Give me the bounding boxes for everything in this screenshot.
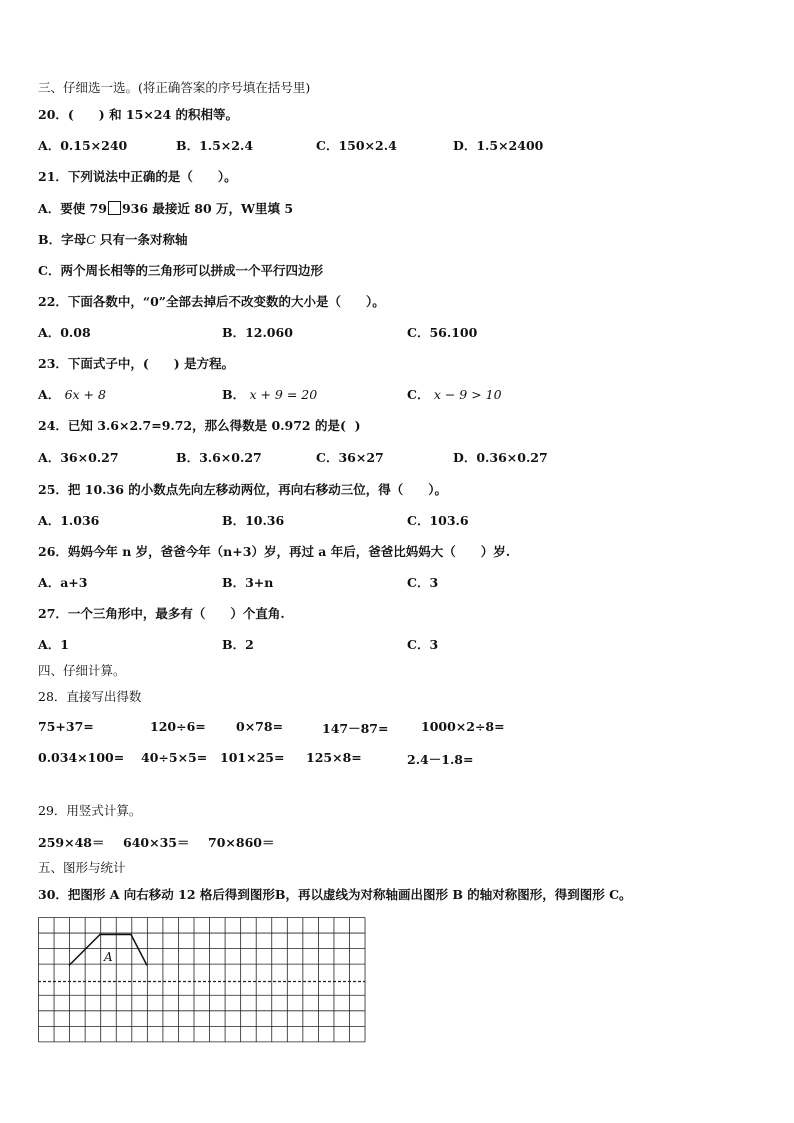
q27-stem: 27．一个三角形中，最多有（ ）个直角.: [38, 606, 285, 621]
section-5-heading: 五、图形与统计: [38, 860, 126, 875]
q22-stem: 22．下面各数中，“0”全部去掉后不改变数的大小是（ ）。: [38, 294, 385, 309]
q23-stem: 23．下面式子中，( ) 是方程。: [38, 356, 235, 371]
calc-item: 40÷5×5=: [141, 750, 208, 765]
q23-option-c: [407, 385, 502, 403]
q23-option-a: [38, 385, 106, 403]
section-3-heading: 三、仔细选一选。(将正确答案的序号填在括号里): [38, 80, 311, 95]
q20-option-c: C．150×2.4: [316, 138, 397, 153]
calc-item: 1000×2÷8=: [421, 719, 505, 734]
calc-item: 125×8=: [306, 750, 362, 765]
option-label: B．: [222, 387, 246, 402]
q26-option-a: A．a+3: [38, 575, 88, 590]
shape-a-label: A: [104, 950, 113, 964]
q20-stem: 20．( ) 和 15×24 的积相等。: [38, 107, 239, 122]
q21-option-a: [38, 199, 293, 217]
q20-option-d: D．1.5×2400: [453, 138, 544, 153]
q22-option-a: A．0.08: [38, 325, 91, 340]
vertical-calc-item: 640×35＝: [123, 835, 190, 850]
calc-item: 2.4－1.8=: [407, 752, 474, 767]
option-label: C．: [407, 387, 430, 402]
q21-stem: 21．下列说法中正确的是（ ）。: [38, 169, 237, 184]
q25-stem: 25．把 10.36 的小数点先向左移动两位，再向右移动三位，得（ ）。: [38, 482, 447, 497]
q24-option-b: B．3.6×0.27: [176, 450, 262, 465]
q20-option-a: A．0.15×240: [38, 138, 128, 153]
q21-a-suffix: 936 最接近 80 万，W里填 5: [121, 201, 294, 216]
q20-option-b: B．1.5×2.4: [176, 138, 254, 153]
calc-item: 101×25=: [220, 750, 285, 765]
q24-option-a: A．36×0.27: [38, 450, 119, 465]
q21-a-prefix: A．要使 79: [38, 201, 107, 216]
q21-option-c: C．两个周长相等的三角形可以拼成一个平行四边形: [38, 263, 323, 278]
q27-option-c: C．3: [407, 637, 439, 652]
square-grid-figure: [38, 917, 368, 1045]
q26-option-c: C．3: [407, 575, 439, 590]
q23-option-b: [222, 385, 317, 403]
blank-box: [108, 201, 121, 215]
q21-b-suffix: 只有一条对称轴: [95, 232, 188, 247]
q27-option-b: B．2: [222, 637, 254, 652]
q26-option-b: B．3+n: [222, 575, 274, 590]
q28-stem: 28．直接写出得数: [38, 689, 142, 704]
vertical-calc-item: 259×48＝: [38, 835, 105, 850]
q25-option-a: A．1.036: [38, 513, 100, 528]
calc-item: 75+37=: [38, 719, 94, 734]
q29-stem: 29．用竖式计算。: [38, 803, 142, 818]
q25-option-b: B．10.36: [222, 513, 285, 528]
q22-option-c: C．56.100: [407, 325, 478, 340]
option-expression: x − 9 > 10: [433, 387, 502, 402]
q27-option-a: A．1: [38, 637, 69, 652]
q24-stem: 24．已知 3.6×2.7=9.72，那么得数是 0.972 的是( ): [38, 418, 361, 433]
q22-option-b: B．12.060: [222, 325, 293, 340]
q30-stem: 30．把图形 A 向右移动 12 格后得到图形B，再以虚线为对称轴画出图形 B 的轴对称图形，得到图形 C。: [38, 887, 632, 902]
q21-b-prefix: B．字母: [38, 232, 87, 247]
q24-option-c: C．36×27: [316, 450, 384, 465]
q21-option-b: [38, 230, 188, 248]
q24-option-d: D．0.36×0.27: [453, 450, 548, 465]
q26-stem: 26．妈妈今年 n 岁，爸爸今年（n+3）岁，再过 a 年后，爸爸比妈妈大（ ）岁.: [38, 544, 511, 559]
option-label: A．: [38, 387, 61, 402]
calc-item: 147－87=: [322, 721, 389, 736]
q21-b-letter: C: [86, 232, 96, 247]
q25-option-c: C．103.6: [407, 513, 469, 528]
section-4-heading: 四、仔细计算。: [38, 663, 126, 678]
calc-item: 120÷6=: [150, 719, 206, 734]
option-expression: x + 9 = 20: [249, 387, 318, 402]
calc-item: 0.034×100=: [38, 750, 125, 765]
calc-item: 0×78=: [236, 719, 284, 734]
vertical-calc-item: 70×860＝: [208, 835, 275, 850]
option-expression: 6x + 8: [64, 387, 106, 402]
